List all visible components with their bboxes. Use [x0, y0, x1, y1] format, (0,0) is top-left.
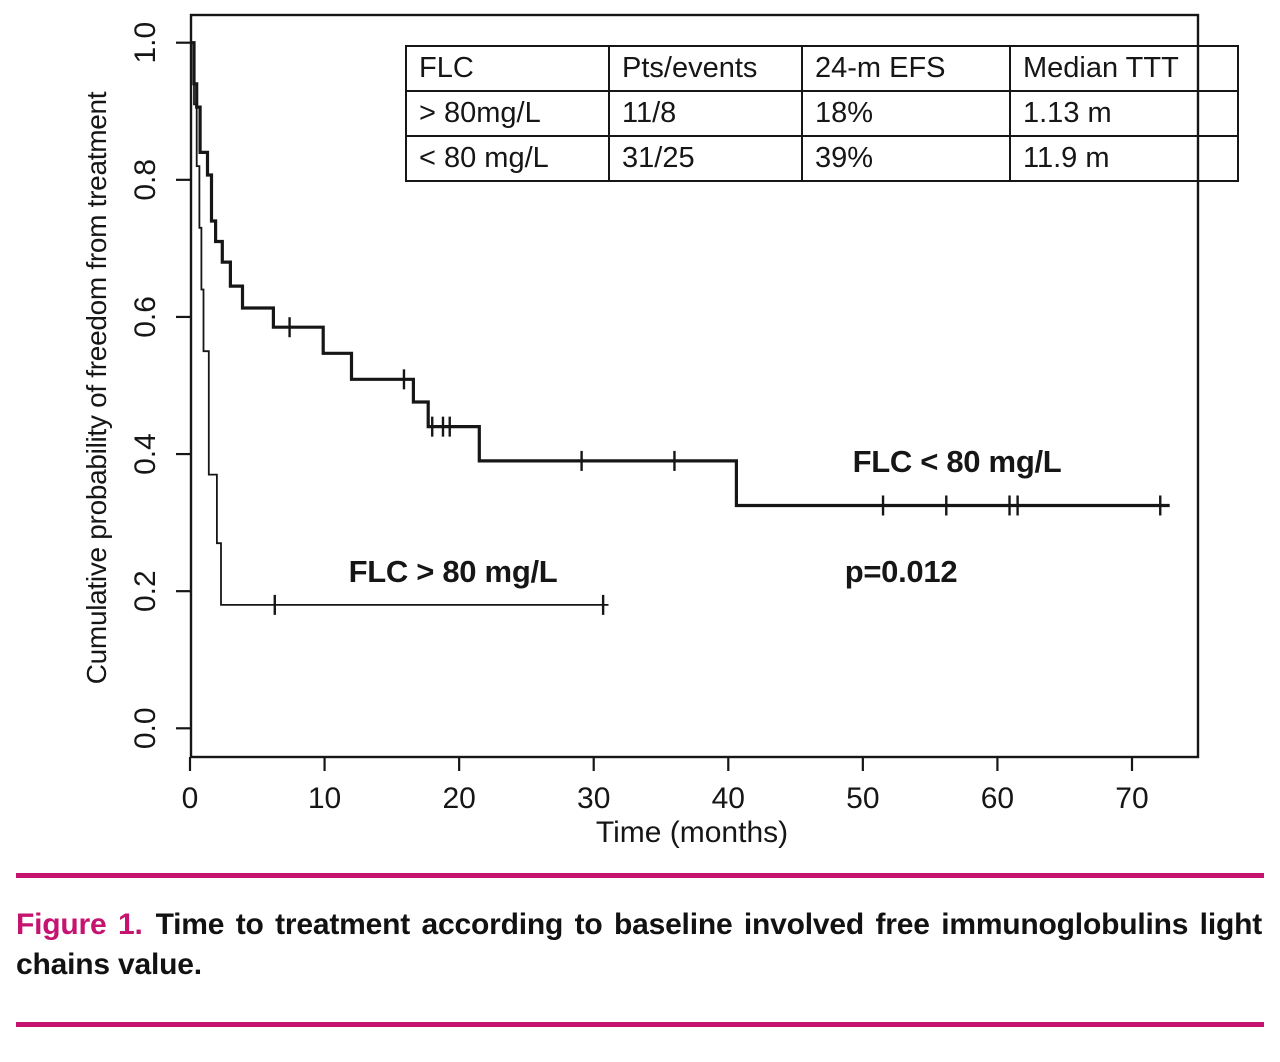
- table-row: [406, 136, 1238, 181]
- x-tick-label: 0: [181, 782, 199, 815]
- x-tick-label: 50: [846, 782, 880, 815]
- figure-caption-text: Time to treatment according to baseline involved free immunoglobulins light chains value.: [16, 908, 1262, 981]
- x-tick-label: 40: [711, 782, 745, 815]
- table-header-median-ttt: Median TTT: [1010, 46, 1238, 91]
- table-cell: 39%: [802, 136, 1010, 181]
- y-tick-label: 0.4: [128, 433, 162, 475]
- table-cell: 11.9 m: [1010, 136, 1238, 181]
- y-tick-label: 0.8: [128, 158, 162, 201]
- x-tick-label: 10: [307, 782, 342, 815]
- p-value-label: p=0.012: [844, 554, 958, 589]
- table-cell: 31/25: [609, 136, 802, 181]
- x-tick-label: 70: [1115, 782, 1149, 815]
- table-cell: 18%: [802, 91, 1010, 136]
- y-tick-label: 0.0: [128, 707, 162, 750]
- y-tick-label: 1.0: [128, 21, 162, 64]
- figure-caption: [16, 905, 1262, 985]
- x-axis-title: Time (months): [595, 816, 789, 849]
- x-tick-label: 20: [442, 782, 476, 815]
- divider-top: [16, 873, 1264, 878]
- table-cell: < 80 mg/L: [406, 136, 609, 181]
- table-row: [406, 91, 1238, 136]
- table-header-24m-efs: 24-m EFS: [802, 46, 1010, 91]
- x-tick-label: 60: [980, 782, 1015, 815]
- y-tick-label: 0.2: [128, 570, 162, 613]
- stats-table-header-row: [406, 46, 1238, 91]
- y-axis-title: Cumulative probability of freedom from treatment: [81, 91, 112, 685]
- stats-table: [405, 45, 1239, 182]
- table-header-pts-events: Pts/events: [609, 46, 802, 91]
- y-tick-label: 0.6: [128, 296, 162, 338]
- x-tick-label: 30: [577, 782, 611, 815]
- table-cell: > 80mg/L: [406, 91, 609, 136]
- series-label-flc-gt-80: FLC > 80 mg/L: [348, 554, 558, 589]
- series-label-flc-lt-80: FLC < 80 mg/L: [852, 444, 1062, 479]
- table-header-flc: FLC: [406, 46, 609, 91]
- divider-bottom: [16, 1022, 1264, 1027]
- figure-caption-label: Figure 1.: [16, 908, 143, 941]
- table-cell: 1.13 m: [1010, 91, 1238, 136]
- table-cell: 11/8: [609, 91, 802, 136]
